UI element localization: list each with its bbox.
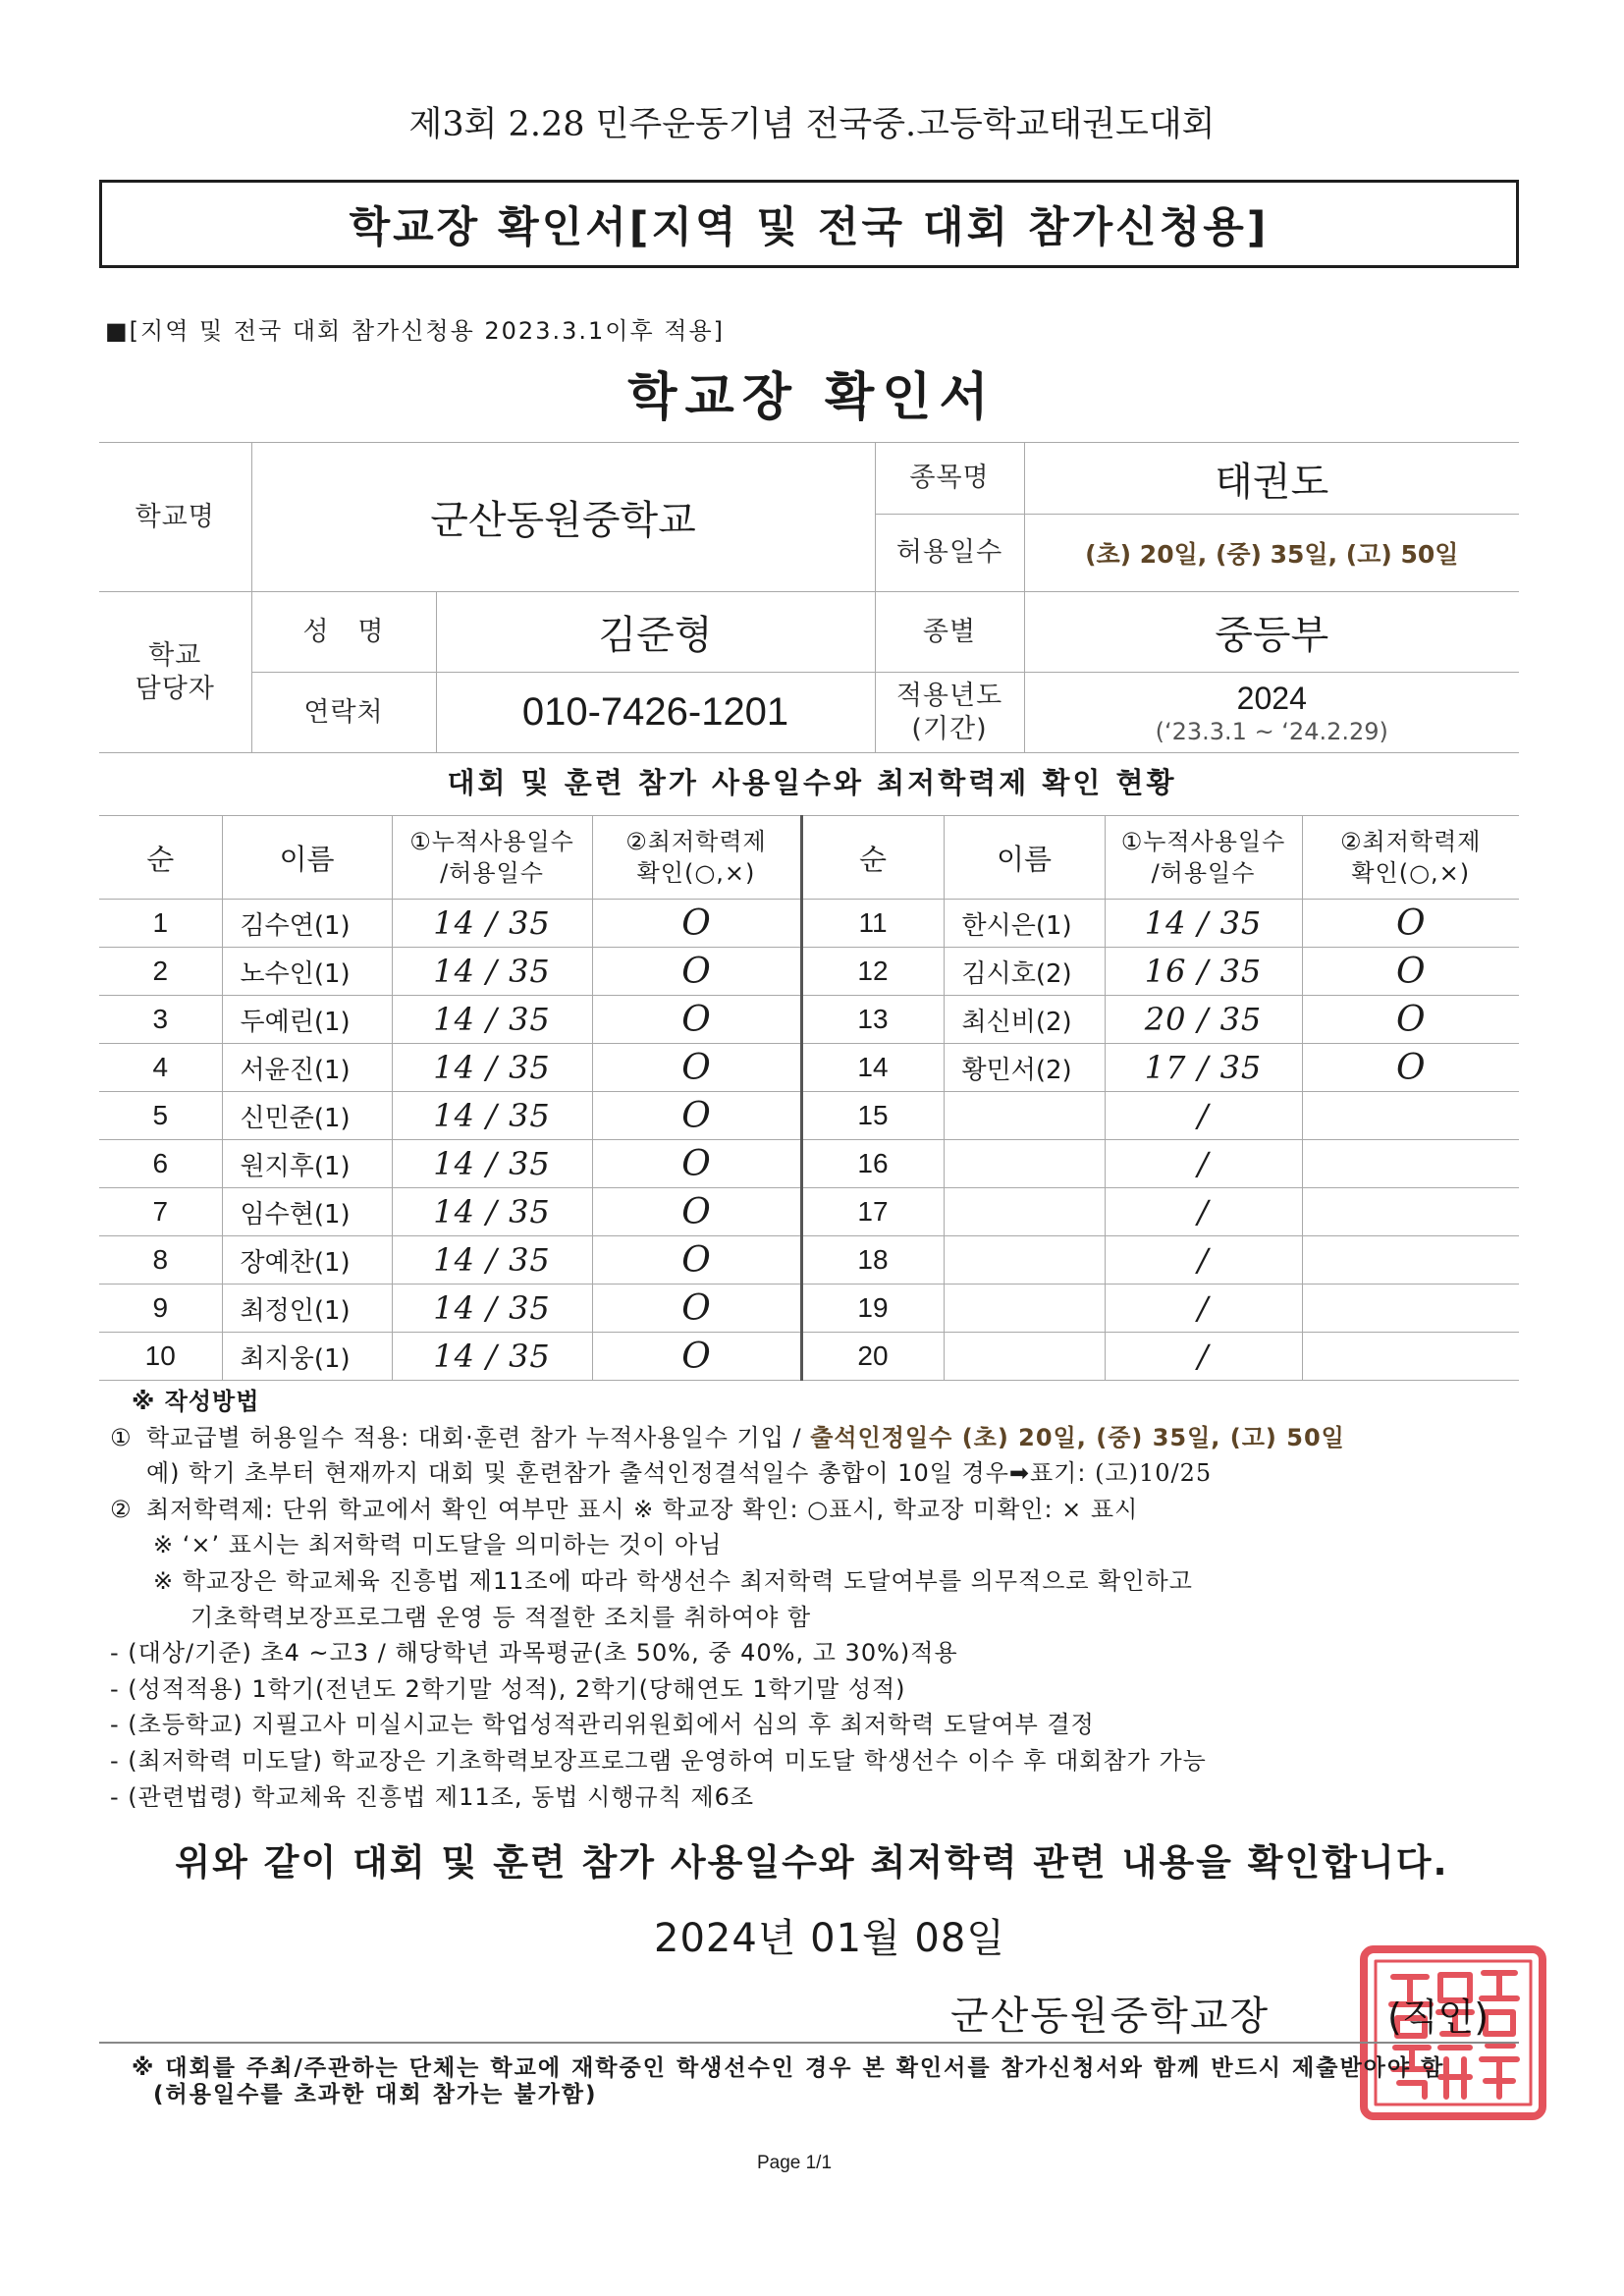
left-used-days: 14 / 35 [392,1333,592,1381]
item-2-text: 최저학력제: 단위 학교에서 확인 여부만 표시 ※ 학교장 확인: ○표시, 학교장 미확인: × 표시 [146,1495,1139,1523]
left-minimum-grade-check: O [592,1092,801,1140]
contact-person-label-line1: 학교 [148,639,202,671]
division-value: 중등부 [1024,592,1519,673]
period-label-line1: 적용년도 [895,680,1003,711]
header-minimum-grade-line2: 확인(○,×) [636,859,756,887]
right-minimum-grade-check [1302,1236,1519,1285]
header-minimum-grade-line2: 확인(○,×) [1351,859,1471,887]
event-title: 제3회 2.28 민주운동기념 전국중.고등학교태권도대회 [408,105,1216,144]
phone-value: 010-7426-1201 [436,673,875,753]
division-label: 종별 [875,592,1024,673]
main-title: 학교장 확인서 [627,368,997,427]
left-used-days: 14 / 35 [392,1285,592,1333]
item-1-highlight: 출석인정일수 (초) 20일, (중) 35일, (고) 50일 [810,1423,1345,1451]
left-minimum-grade-check: O [592,996,801,1044]
contact-row [99,673,1519,753]
right-used-days: 14 / 35 [1105,900,1302,948]
right-row-number: 15 [801,1092,944,1140]
right-row-number: 14 [801,1044,944,1092]
manager-name-row [99,592,1519,673]
left-minimum-grade-check: O [592,1236,801,1285]
remark-line: 기초학력보장프로그램 운영 등 적절한 조치를 취하여야 함 [190,1603,812,1631]
school-name-value: 군산동원중학교 [251,443,875,592]
scope-note: ■[지역 및 전국 대회 참가신청용 2023.3.1이후 적용] [105,317,725,345]
seal-label: (직인) [1387,1995,1489,2039]
header-minimum-grade [592,816,801,900]
left-student-name: 장예찬(1) [222,1236,392,1285]
example-value: (고)10/25 [1095,1459,1213,1488]
page-number: Page 1/1 [756,2153,833,2173]
left-row-number: 8 [99,1236,222,1285]
criteria-line: - (초등학교) 지필고사 미실시교는 학업성적관리위원회에서 심의 후 최저학력 도달여부 결정 [110,1711,1095,1739]
right-minimum-grade-check: O [1302,996,1519,1044]
right-row-number: 19 [801,1285,944,1333]
left-used-days: 14 / 35 [392,996,592,1044]
status-table-body [99,900,1519,1381]
table-row [99,1236,1519,1285]
left-row-number: 5 [99,1092,222,1140]
criteria-line: - (대상/기준) 초4 ~고3 / 해당학년 과목평균(초 50%, 중 40%, 고 30%)적용 [110,1639,958,1667]
period-value [1024,673,1519,753]
right-used-days: 17 / 35 [1105,1044,1302,1092]
left-student-name: 임수현(1) [222,1188,392,1236]
right-row-number: 12 [801,948,944,996]
table-row [99,948,1519,996]
form-title: 학교장 확인서[지역 및 전국 대회 참가신청용] [349,202,1270,252]
right-minimum-grade-check [1302,1333,1519,1381]
right-row-number: 11 [801,900,944,948]
school-name-row [99,443,1519,515]
right-student-name: 김시호(2) [944,948,1105,996]
manager-name-label: 성 명 [251,592,436,673]
right-student-name [944,1236,1105,1285]
table-row [99,996,1519,1044]
left-row-number: 7 [99,1188,222,1236]
right-used-days: / [1105,1333,1302,1381]
right-minimum-grade-check [1302,1092,1519,1140]
right-minimum-grade-check: O [1302,900,1519,948]
status-section-title: 대회 및 훈련 참가 사용일수와 최저학력제 확인 현황 [447,766,1177,799]
right-minimum-grade-check [1302,1140,1519,1188]
sport-label: 종목명 [875,443,1024,515]
right-student-name [944,1140,1105,1188]
remark-line: ※ 학교장은 학교체육 진흥법 제11조에 따라 학생선수 최저학력 도달여부를 의무적으로 확인하고 [153,1566,1193,1595]
criteria-line: - (관련법령) 학교체육 진흥법 제11조, 동법 시행규칙 제6조 [110,1782,755,1811]
right-student-name: 한시은(1) [944,900,1105,948]
left-row-number: 9 [99,1285,222,1333]
period-label-line2: (기간) [911,713,988,744]
right-used-days: / [1105,1188,1302,1236]
right-minimum-grade-check [1302,1285,1519,1333]
instructions-heading: ※ 작성방법 [132,1388,260,1415]
right-row-number: 13 [801,996,944,1044]
period-label [875,673,1024,753]
allowed-days-value: (초) 20일, (중) 35일, (고) 50일 [1024,515,1519,592]
participation-status-table [99,815,1519,1381]
right-minimum-grade-check [1302,1188,1519,1236]
item-1-text: 학교급별 허용일수 적용: 대회·훈련 참가 누적사용일수 기입 / [146,1423,811,1451]
right-minimum-grade-check: O [1302,1044,1519,1092]
left-used-days: 14 / 35 [392,1140,592,1188]
header-used-days-line2: /허용일수 [1151,859,1256,887]
left-row-number: 3 [99,996,222,1044]
header-minimum-grade-line1: ②최저학력제 [625,828,767,855]
left-student-name: 서윤진(1) [222,1044,392,1092]
header-used-days-line2: /허용일수 [440,859,544,887]
left-student-name: 신민준(1) [222,1092,392,1140]
right-student-name: 황민서(2) [944,1044,1105,1092]
left-used-days: 14 / 35 [392,1044,592,1092]
sport-value: 태권도 [1024,443,1519,515]
right-used-days: 20 / 35 [1105,996,1302,1044]
criteria-line: - (성적적용) 1학기(전년도 2학기말 성적), 2학기(당해연도 1학기말 성적) [110,1674,906,1703]
table-row [99,900,1519,948]
right-used-days: 16 / 35 [1105,948,1302,996]
left-used-days: 14 / 35 [392,900,592,948]
footer-note-continued: (허용일수를 초과한 대회 참가는 불가함) [153,2082,598,2107]
instruction-item-1-example [0,1455,1624,1492]
allowed-days-label: 허용일수 [875,515,1024,592]
left-minimum-grade-check: O [592,900,801,948]
item-2-marker: ② [110,1495,133,1523]
left-student-name: 두예린(1) [222,996,392,1044]
header-used-days-line1: ①누적사용일수 [409,828,574,855]
right-student-name: 최신비(2) [944,996,1105,1044]
applicable-year: 2024 [1236,680,1307,716]
phone-label: 연락처 [251,673,436,753]
school-name-label: 학교명 [99,443,251,592]
right-minimum-grade-check: O [1302,948,1519,996]
left-student-name: 김수연(1) [222,900,392,948]
item-1-marker: ① [110,1423,133,1451]
left-student-name: 최정인(1) [222,1285,392,1333]
left-row-number: 4 [99,1044,222,1092]
header-name: 이름 [222,816,392,900]
signature-divider [99,2042,1519,2044]
left-student-name: 노수인(1) [222,948,392,996]
right-student-name [944,1333,1105,1381]
left-used-days: 14 / 35 [392,1236,592,1285]
right-used-days: / [1105,1092,1302,1140]
left-row-number: 2 [99,948,222,996]
official-seal-stamp [1358,1943,1548,2122]
table-row [99,1044,1519,1092]
right-student-name [944,1188,1105,1236]
instruction-item-1 [0,1420,1624,1456]
header-used-days [1105,816,1302,900]
left-row-number: 10 [99,1333,222,1381]
criteria-line: - (최저학력 미도달) 학교장은 기초학력보장프로그램 운영하여 미도달 학생선수 이수 후 대회참가 가능 [110,1746,1207,1775]
right-used-days: / [1105,1140,1302,1188]
writing-instructions [0,1384,1624,1815]
remark-line: ※ ‘×’ 표시는 최저학력 미도달을 의미하는 것이 아님 [153,1531,723,1559]
instruction-item-2 [0,1492,1624,1528]
left-row-number: 6 [99,1140,222,1188]
table-header-row [99,816,1519,900]
left-used-days: 14 / 35 [392,948,592,996]
header-minimum-grade-line1: ②최저학력제 [1340,828,1482,855]
left-minimum-grade-check: O [592,1285,801,1333]
left-minimum-grade-check: O [592,948,801,996]
header-used-days-line1: ①누적사용일수 [1120,828,1286,855]
left-minimum-grade-check: O [592,1044,801,1092]
left-used-days: 14 / 35 [392,1092,592,1140]
table-row [99,1188,1519,1236]
left-minimum-grade-check: O [592,1333,801,1381]
header-no: 순 [99,816,222,900]
table-row [99,1333,1519,1381]
left-row-number: 1 [99,900,222,948]
right-used-days: / [1105,1285,1302,1333]
right-used-days: / [1105,1236,1302,1285]
principal-signature: 군산동원중학교장 [950,1994,1271,2039]
left-student-name: 최지웅(1) [222,1333,392,1381]
right-student-name [944,1092,1105,1140]
table-row [99,1285,1519,1333]
header-name: 이름 [944,816,1105,900]
seal-graphic [1358,1943,1548,2122]
manager-name-value: 김준형 [436,592,875,673]
table-row [99,1140,1519,1188]
left-minimum-grade-check: O [592,1188,801,1236]
school-info-table [99,442,1519,753]
header-minimum-grade [1302,816,1519,900]
right-row-number: 18 [801,1236,944,1285]
contact-person-label [99,592,251,753]
issue-date: 2024년 01월 08일 [654,1916,1005,1961]
form-title-box [99,180,1519,268]
left-minimum-grade-check: O [592,1140,801,1188]
left-student-name: 원지후(1) [222,1140,392,1188]
table-row [99,1092,1519,1140]
contact-person-label-line2: 담당자 [135,673,215,704]
header-used-days [392,816,592,900]
right-student-name [944,1285,1105,1333]
header-no: 순 [801,816,944,900]
footer-note: ※ 대회를 주최/주관하는 단체는 학교에 재학중인 학생선수인 경우 본 확인서를 참가신청서와 함께 반드시 제출받아야 함 [132,2055,1445,2081]
right-row-number: 20 [801,1333,944,1381]
left-used-days: 14 / 35 [392,1188,592,1236]
closing-statement: 위와 같이 대회 및 훈련 참가 사용일수와 최저학력 관련 내용을 확인합니다. [175,1841,1449,1884]
applicable-period: (‘23.3.1 ~ ‘24.2.29) [1155,717,1388,745]
right-row-number: 17 [801,1188,944,1236]
right-row-number: 16 [801,1140,944,1188]
example-text: 예) 학기 초부터 현재까지 대회 및 훈련참가 출석인정결석일수 총합이 10일 경우➡표기: [146,1459,1096,1488]
